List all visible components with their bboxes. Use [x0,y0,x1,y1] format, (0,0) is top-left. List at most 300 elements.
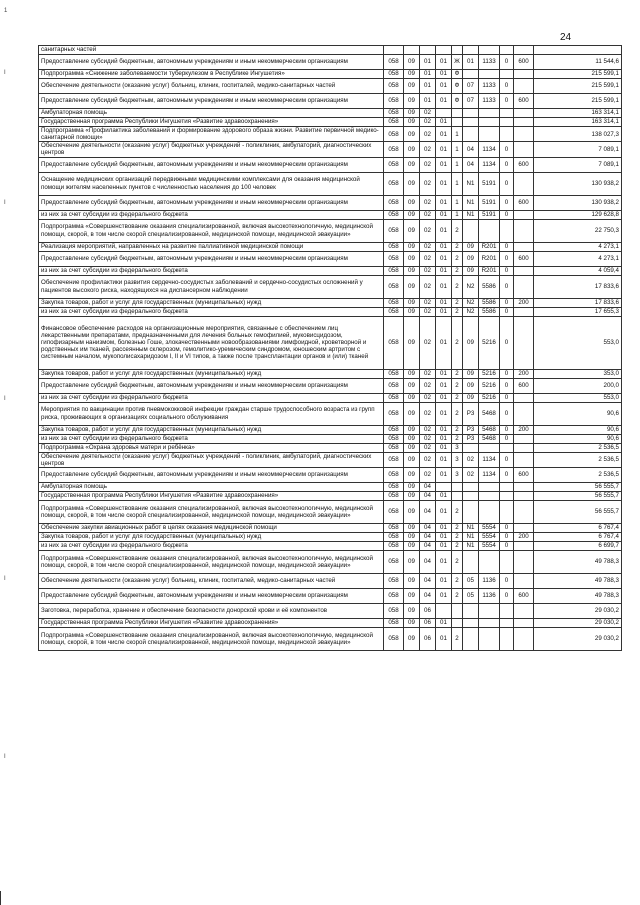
cell-section: 09 [404,210,420,219]
cell-subsection: 02 [420,452,436,467]
cell-section: 09 [404,242,420,251]
cell-section: 09 [404,298,420,307]
cell-section: 09 [404,627,420,650]
cell-code2: 0 [500,307,514,316]
cell-type [514,402,534,425]
cell-dir [463,618,479,627]
cell-subsection: 01 [420,55,436,70]
cell-code2: 0 [500,402,514,425]
cell-type [514,618,534,627]
cell-program: 01 [436,172,452,195]
cell-code2 [500,627,514,650]
cell-dir [463,603,479,618]
cell-code [479,603,500,618]
cell-name: Обеспечение закупки авиационных работ в целях оказания медицинской помощи [39,523,384,532]
cell-subsection: 02 [420,393,436,402]
cell-sub: 3 [452,452,463,467]
cell-name: Оснащение медицинских организаций передвижными медицинскими комплексами для оказания медицинской помощи жителям населенных пунктов с численностью населения до 100 человек [39,172,384,195]
cell-sub: 2 [452,369,463,378]
cell-name: санитарных частей [39,46,384,55]
cell-sub: 1 [452,210,463,219]
cell-section: 09 [404,172,420,195]
cell-program: 01 [436,79,452,94]
cell-code2: 0 [500,251,514,266]
cell-name: Амбулаторная помощь [39,109,384,118]
cell-subsection: 02 [420,298,436,307]
cell-dir [463,70,479,79]
cell-section [404,46,420,55]
cell-code2: 0 [500,195,514,210]
cell-ministry: 058 [384,94,404,109]
cell-sub [452,618,463,627]
cell-name: Государственная программа Республики Ингушетия «Развитие здравоохранения» [39,618,384,627]
cell-ministry: 058 [384,266,404,275]
cell-dir: 01 [463,55,479,70]
cell-ministry: 058 [384,434,404,443]
cell-code2: 0 [500,573,514,588]
cell-amount: 130 938,2 [534,195,622,210]
cell-amount: 56 555,7 [534,491,622,500]
cell-program [436,482,452,491]
cell-program: 01 [436,452,452,467]
cell-type [514,219,534,242]
cell-ministry: 058 [384,443,404,452]
table-row [39,219,622,242]
budget-table [38,45,622,651]
cell-sub [452,482,463,491]
cell-subsection: 02 [420,467,436,482]
cell-program: 01 [436,500,452,523]
cell-code: 5586 [479,298,500,307]
cell-dir [463,491,479,500]
cell-name: из них за счет субсидии из федерального бюджета [39,434,384,443]
cell-code [479,500,500,523]
table-row [39,369,622,378]
cell-type [514,142,534,157]
cell-type: 200 [514,369,534,378]
cell-subsection: 02 [420,172,436,195]
cell-sub: 2 [452,573,463,588]
cell-code: 1133 [479,94,500,109]
cell-section: 09 [404,532,420,541]
margin-mark: I [4,200,6,206]
cell-dir [463,550,479,573]
cell-subsection: 02 [420,266,436,275]
cell-code: 5191 [479,195,500,210]
table-row [39,434,622,443]
cell-dir: N1 [463,195,479,210]
cell-type [514,172,534,195]
cell-sub: 2 [452,588,463,603]
cell-code: 1134 [479,142,500,157]
cell-name: Обеспечение деятельности (оказание услуг) больниц, клиник, госпиталей, медико-санитарных частей [39,573,384,588]
cell-name: Подпрограмма «Совершенствование оказания специализированной, включая высокотехнологичную, медицинской помощи, скорой, в том числе скорой специализированной, медицинской помощи, медицинской эвакуации» [39,219,384,242]
table-row [39,142,622,157]
cell-dir: 09 [463,266,479,275]
table-row [39,109,622,118]
cell-section: 09 [404,195,420,210]
cell-section: 09 [404,157,420,172]
cell-code: 5216 [479,316,500,369]
cell-section: 09 [404,491,420,500]
cell-sub: 3 [452,443,463,452]
cell-amount: 29 030,2 [534,627,622,650]
cell-sub: 2 [452,393,463,402]
table-row [39,532,622,541]
cell-type: 600 [514,588,534,603]
cell-program: 01 [436,425,452,434]
margin-mark: I [4,576,6,582]
cell-program: 01 [436,242,452,251]
cell-type [514,242,534,251]
cell-dir: 09 [463,393,479,402]
table-row [39,46,622,55]
cell-type [514,316,534,369]
cell-code2 [500,618,514,627]
cell-dir [463,109,479,118]
cell-name: Предоставление субсидий бюджетным, автономным учреждениям и иным некоммерческим организациям [39,55,384,70]
cell-name: Амбулаторная помощь [39,482,384,491]
cell-program: 01 [436,307,452,316]
cell-subsection: 02 [420,402,436,425]
cell-name: Обеспечение деятельности (оказание услуг) бюджетных учреждений - поликлиник, амбулаторий, диагностических центров [39,142,384,157]
cell-code: 1136 [479,573,500,588]
cell-subsection: 02 [420,142,436,157]
cell-sub: 1 [452,172,463,195]
cell-section: 09 [404,94,420,109]
cell-name: Подпрограмма «Профилактика заболеваний и формирование здорового образа жизни. Развитие первичной медико-санитарной помощи» [39,127,384,142]
cell-type [514,307,534,316]
cell-subsection: 02 [420,316,436,369]
table-row [39,127,622,142]
cell-code [479,627,500,650]
cell-program: 01 [436,219,452,242]
cell-name: Государственная программа Республики Ингушетия «Развитие здравоохранения» [39,118,384,127]
cell-code: R201 [479,251,500,266]
cell-program: 01 [436,434,452,443]
table-row [39,588,622,603]
cell-code2 [500,127,514,142]
cell-code: R201 [479,242,500,251]
cell-amount: 90,6 [534,425,622,434]
cell-code: R201 [479,266,500,275]
cell-amount: 4 273,1 [534,242,622,251]
cell-code2 [500,491,514,500]
cell-sub: 2 [452,541,463,550]
cell-section: 09 [404,425,420,434]
cell-dir [463,443,479,452]
cell-program: 01 [436,369,452,378]
cell-amount: 29 030,2 [534,618,622,627]
cell-ministry: 058 [384,316,404,369]
cell-section: 09 [404,109,420,118]
cell-dir: 09 [463,251,479,266]
cell-code2 [500,70,514,79]
cell-program: 01 [436,275,452,298]
cell-type [514,434,534,443]
binding-margin [0,0,20,905]
cell-type [514,70,534,79]
cell-program: 01 [436,443,452,452]
cell-program: 01 [436,157,452,172]
cell-type [514,393,534,402]
cell-sub: Ф [452,94,463,109]
cell-sub: 2 [452,275,463,298]
cell-subsection: 02 [420,210,436,219]
table-row [39,275,622,298]
cell-amount: 7 089,1 [534,157,622,172]
cell-program: 01 [436,127,452,142]
cell-program: 01 [436,251,452,266]
cell-amount: 2 536,5 [534,443,622,452]
cell-dir: N1 [463,523,479,532]
cell-dir: N2 [463,307,479,316]
cell-program: 01 [436,491,452,500]
cell-ministry: 058 [384,219,404,242]
table-row [39,482,622,491]
cell-code: 5216 [479,393,500,402]
cell-sub: 1 [452,127,463,142]
cell-dir: 05 [463,573,479,588]
cell-sub: 2 [452,251,463,266]
cell-dir: 09 [463,316,479,369]
cell-dir [463,118,479,127]
cell-section: 09 [404,55,420,70]
cell-section: 09 [404,618,420,627]
cell-section: 09 [404,452,420,467]
cell-ministry: 058 [384,550,404,573]
cell-dir: 07 [463,94,479,109]
cell-code: 5554 [479,532,500,541]
cell-section: 09 [404,482,420,491]
cell-type [514,266,534,275]
cell-ministry: 058 [384,532,404,541]
cell-subsection: 02 [420,109,436,118]
table-row [39,425,622,434]
cell-sub: 2 [452,316,463,369]
cell-amount: 56 555,7 [534,482,622,491]
table-row [39,172,622,195]
cell-section: 09 [404,219,420,242]
cell-amount: 17 655,3 [534,307,622,316]
cell-code2: 0 [500,378,514,393]
cell-sub: Ф [452,79,463,94]
cell-sub: 2 [452,627,463,650]
cell-code2: 0 [500,79,514,94]
cell-dir: 05 [463,588,479,603]
cell-program: 01 [436,550,452,573]
cell-section: 09 [404,266,420,275]
cell-type: 200 [514,425,534,434]
cell-type [514,109,534,118]
cell-ministry: 058 [384,523,404,532]
cell-name: Закупка товаров, работ и услуг для государственных (муниципальных) нужд [39,298,384,307]
cell-section: 09 [404,541,420,550]
cell-program: 01 [436,210,452,219]
cell-subsection: 01 [420,79,436,94]
cell-amount: 215 599,1 [534,94,622,109]
cell-name: Заготовка, переработка, хранение и обеспечение безопасности донорской крови и её компонентов [39,603,384,618]
margin-mark: 1 [4,8,8,14]
table-row [39,79,622,94]
cell-dir: N2 [463,275,479,298]
table-row [39,452,622,467]
table-row [39,210,622,219]
cell-ministry: 058 [384,118,404,127]
cell-ministry: 058 [384,70,404,79]
table-row [39,467,622,482]
cell-name: Закупка товаров, работ и услуг для государственных (муниципальных) нужд [39,369,384,378]
cell-ministry: 058 [384,588,404,603]
cell-type: 600 [514,251,534,266]
cell-program: 01 [436,142,452,157]
table-row [39,242,622,251]
cell-type [514,523,534,532]
cell-sub: 1 [452,195,463,210]
table-row [39,378,622,393]
cell-section: 09 [404,443,420,452]
cell-type [514,46,534,55]
cell-sub: 2 [452,307,463,316]
cell-subsection: 06 [420,618,436,627]
cell-code2: 0 [500,298,514,307]
cell-code: 1133 [479,55,500,70]
table-row [39,94,622,109]
cell-dir: P3 [463,425,479,434]
cell-code [479,46,500,55]
cell-amount: 6 767,4 [534,523,622,532]
cell-subsection: 04 [420,500,436,523]
cell-program: 01 [436,94,452,109]
table-row [39,618,622,627]
cell-type [514,210,534,219]
cell-amount: 7 089,1 [534,142,622,157]
cell-code: 5554 [479,523,500,532]
cell-subsection: 04 [420,541,436,550]
table-row [39,491,622,500]
cell-code2: 0 [500,157,514,172]
cell-code2 [500,46,514,55]
table-row [39,603,622,618]
cell-name: Предоставление субсидий бюджетным, автономным учреждениям и иным некоммерческим организациям [39,195,384,210]
cell-section: 09 [404,550,420,573]
cell-dir [463,46,479,55]
cell-subsection: 04 [420,588,436,603]
table-row [39,402,622,425]
cell-subsection: 04 [420,550,436,573]
cell-program: 01 [436,378,452,393]
cell-name: Подпрограмма «Совершенствование оказания специализированной, включая высокотехнологичную, медицинской помощи, скорой, в том числе скорой специализированной, медицинской помощи, медицинской эвакуации» [39,627,384,650]
cell-code: 5468 [479,402,500,425]
cell-section: 09 [404,251,420,266]
cell-name: из них за счет субсидии из федерального бюджета [39,307,384,316]
cell-section: 09 [404,402,420,425]
cell-sub: 3 [452,467,463,482]
cell-sub: 2 [452,219,463,242]
cell-code2: 0 [500,210,514,219]
cell-type [514,573,534,588]
cell-amount: 17 833,6 [534,298,622,307]
table-row [39,541,622,550]
cell-ministry: 058 [384,425,404,434]
cell-subsection: 02 [420,425,436,434]
cell-section: 09 [404,500,420,523]
cell-amount: 215 599,1 [534,70,622,79]
cell-code2: 0 [500,393,514,402]
cell-code [479,550,500,573]
cell-program [436,603,452,618]
cell-code: 1134 [479,157,500,172]
cell-amount: 129 628,8 [534,210,622,219]
table-row [39,55,622,70]
cell-ministry: 058 [384,378,404,393]
cell-dir: N1 [463,532,479,541]
cell-sub: 2 [452,532,463,541]
cell-section: 09 [404,275,420,298]
cell-code: 1133 [479,79,500,94]
cell-dir: N1 [463,210,479,219]
cell-type [514,443,534,452]
cell-code2: 0 [500,55,514,70]
cell-dir: 02 [463,467,479,482]
cell-dir: N1 [463,172,479,195]
cell-subsection: 02 [420,127,436,142]
cell-section: 09 [404,307,420,316]
cell-code: 5216 [479,378,500,393]
cell-code: 5586 [479,307,500,316]
cell-sub: Ж [452,55,463,70]
cell-sub: 2 [452,434,463,443]
cell-section: 09 [404,603,420,618]
cell-amount: 6 767,4 [534,532,622,541]
cell-amount [534,46,622,55]
cell-program: 01 [436,195,452,210]
cell-name: Подпрограмма «Охрана здоровья матери и ребёнка» [39,443,384,452]
table-row [39,307,622,316]
cell-type: 200 [514,298,534,307]
cell-dir: 04 [463,157,479,172]
cell-name: Подпрограмма «Снижение заболеваемости туберкулезом в Республике Ингушетия» [39,70,384,79]
cell-amount: 138 027,3 [534,127,622,142]
cell-section: 09 [404,369,420,378]
cell-ministry: 058 [384,210,404,219]
cell-amount: 90,6 [534,402,622,425]
cell-type [514,491,534,500]
cell-name: Предоставление субсидий бюджетным, автономным учреждениям и иным некоммерческим организациям [39,588,384,603]
cell-subsection: 02 [420,195,436,210]
cell-program: 01 [436,532,452,541]
cell-subsection: 02 [420,443,436,452]
cell-dir [463,627,479,650]
cell-ministry: 058 [384,452,404,467]
cell-code [479,482,500,491]
table-row [39,573,622,588]
cell-sub: 2 [452,298,463,307]
cell-ministry: 058 [384,109,404,118]
cell-name: из них за счет субсидии из федерального бюджета [39,541,384,550]
cell-dir: 09 [463,378,479,393]
cell-name: Обеспечение деятельности (оказание услуг) бюджетных учреждений - поликлиник, амбулаторий, диагностических центров [39,452,384,467]
cell-program: 01 [436,618,452,627]
cell-ministry: 058 [384,298,404,307]
cell-code2 [500,118,514,127]
cell-ministry: 058 [384,307,404,316]
cell-code2: 0 [500,172,514,195]
cell-ministry: 058 [384,618,404,627]
cell-name: Предоставление субсидий бюджетным, автономным учреждениям и иным некоммерческим организациям [39,94,384,109]
cell-type [514,627,534,650]
cell-ministry: 058 [384,393,404,402]
